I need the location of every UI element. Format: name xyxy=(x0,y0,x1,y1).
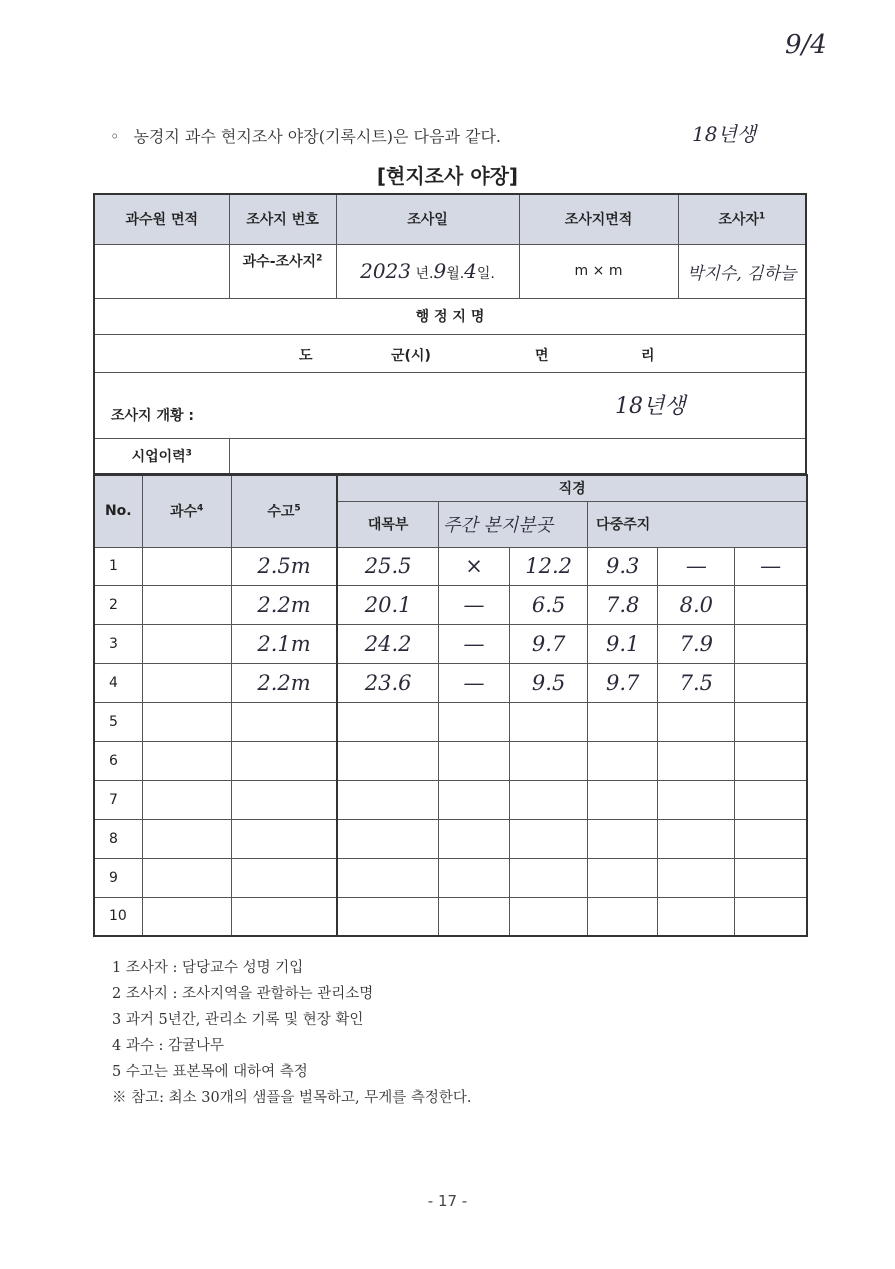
row-number: 7 xyxy=(94,780,142,819)
diameter-cell xyxy=(735,624,807,663)
diameter-cell xyxy=(735,780,807,819)
diameter-cell xyxy=(658,897,735,936)
diameter-cell xyxy=(588,858,658,897)
diameter-cell xyxy=(735,741,807,780)
diameter-cell xyxy=(735,585,807,624)
row-number: 8 xyxy=(94,819,142,858)
table-row xyxy=(94,858,807,897)
diameter-cell xyxy=(658,741,735,780)
history-value xyxy=(229,438,806,474)
diameter-cell xyxy=(510,858,588,897)
row-number: 1 xyxy=(94,547,142,585)
diameter-cell xyxy=(735,663,807,702)
main-trunk-cell xyxy=(337,858,438,897)
diameter-cell xyxy=(510,897,588,936)
tree-cell xyxy=(142,819,231,858)
diameter-cell xyxy=(735,897,807,936)
diameter-cell xyxy=(438,819,509,858)
diameter-cell xyxy=(510,702,588,741)
row-number: 6 xyxy=(94,741,142,780)
diameter-cell: — xyxy=(438,624,509,663)
diameter-cell xyxy=(438,780,509,819)
height-cell xyxy=(231,780,337,819)
site-overview-value: 18년생 xyxy=(615,393,686,419)
diameter-cell: 9.7 xyxy=(588,663,658,702)
height-cell xyxy=(231,819,337,858)
main-trunk-cell: 24.2 xyxy=(337,624,438,663)
main-trunk-cell xyxy=(337,819,438,858)
admin-name-header: 행 정 지 명 xyxy=(94,298,806,334)
diameter-cell xyxy=(510,780,588,819)
history-label-text: 시업이력 xyxy=(131,448,186,465)
survey-header-table xyxy=(93,193,807,475)
intro-text: 농경지 과수 현지조사 야장(기록시트)은 다음과 같다. xyxy=(133,127,502,146)
date-month: 9 xyxy=(433,259,447,283)
diameter-cell xyxy=(510,819,588,858)
table-row xyxy=(94,702,807,741)
diameter-cell xyxy=(735,702,807,741)
header-no: No. xyxy=(94,475,142,547)
header-orchard-area: 과수원 면적 xyxy=(94,194,229,244)
diameter-cell: — xyxy=(438,585,509,624)
header-main-trunk: 대목부 xyxy=(337,501,438,547)
diameter-cell xyxy=(588,780,658,819)
footnote-ref-2: 2 xyxy=(316,252,323,263)
main-trunk-cell: 25.5 xyxy=(337,547,438,585)
date-year: 2023 xyxy=(360,259,412,283)
height-cell: 2.2m xyxy=(231,585,337,624)
header-height-text: 수고 xyxy=(267,504,295,521)
diameter-cell: 6.5 xyxy=(510,585,588,624)
footnotes xyxy=(112,955,471,1111)
footnote-item: 2 조사지 : 조사지역을 관할하는 관리소명 xyxy=(112,986,374,1002)
main-trunk-cell xyxy=(337,780,438,819)
diameter-cell xyxy=(438,741,509,780)
diameter-cell xyxy=(438,702,509,741)
diameter-cell: 7.9 xyxy=(658,624,735,663)
footnote-ref-4: 4 xyxy=(197,503,204,514)
tree-cell xyxy=(142,702,231,741)
diameter-cell xyxy=(510,741,588,780)
sheet-title: [현지조사 야장] xyxy=(376,164,519,188)
table-row xyxy=(94,624,807,663)
table-row xyxy=(94,547,807,585)
admin-myeon: 면 xyxy=(535,347,549,364)
tree-cell xyxy=(142,547,231,585)
tree-cell xyxy=(142,780,231,819)
tree-cell xyxy=(142,585,231,624)
row-number: 5 xyxy=(94,702,142,741)
height-cell xyxy=(231,702,337,741)
survey-date-value xyxy=(336,244,519,298)
diameter-cell: 8.0 xyxy=(658,585,735,624)
row-number: 2 xyxy=(94,585,142,624)
height-cell: 2.2m xyxy=(231,663,337,702)
diameter-cell: 9.1 xyxy=(588,624,658,663)
date-year-unit: 년. xyxy=(415,266,434,282)
diameter-cell xyxy=(658,858,735,897)
table-row xyxy=(94,819,807,858)
diameter-cell xyxy=(588,702,658,741)
admin-name-row xyxy=(94,334,806,372)
date-day: 4 xyxy=(464,259,477,283)
diameter-cell xyxy=(588,897,658,936)
intro-bullet: ◦ xyxy=(110,127,120,146)
diameter-cell: — xyxy=(658,547,735,585)
header-tree-text: 과수 xyxy=(169,504,198,521)
diameter-cell: 9.5 xyxy=(510,663,588,702)
tree-cell xyxy=(142,741,231,780)
row-number: 9 xyxy=(94,858,142,897)
footnote-item: 3 과거 5년간, 관리소 기록 및 현장 확인 xyxy=(112,1012,364,1028)
table-row xyxy=(94,897,807,936)
tree-cell xyxy=(142,624,231,663)
history-label xyxy=(94,438,229,474)
main-trunk-cell xyxy=(337,741,438,780)
diameter-cell xyxy=(658,819,735,858)
footnote-ref-5: 5 xyxy=(294,503,301,514)
footnote-item: 4 과수 : 감귤나무 xyxy=(112,1038,224,1054)
footnote-ref-3: 3 xyxy=(185,448,192,459)
main-trunk-cell: 20.1 xyxy=(337,585,438,624)
diameter-cell: 7.8 xyxy=(588,585,658,624)
diameter-cell: — xyxy=(438,663,509,702)
diameter-cell: 9.3 xyxy=(588,547,658,585)
height-cell xyxy=(231,858,337,897)
handwritten-intro-note: 18년생 xyxy=(692,122,757,146)
tree-cell xyxy=(142,663,231,702)
admin-ri: 리 xyxy=(641,347,655,364)
height-cell: 2.1m xyxy=(231,624,337,663)
diameter-cell: 7.5 xyxy=(658,663,735,702)
header-height xyxy=(231,475,337,547)
site-overview-row xyxy=(94,372,806,438)
surveyor-value: 박지수, 김하늘 xyxy=(678,244,806,298)
handwritten-page-mark: 9/4 xyxy=(785,30,827,60)
header-surveyor xyxy=(678,194,806,244)
orchard-area-value xyxy=(94,244,229,298)
table-row xyxy=(94,663,807,702)
header-diameter: 직경 xyxy=(337,475,807,501)
admin-gun: 군(시) xyxy=(391,347,431,364)
diameter-cell xyxy=(588,819,658,858)
header-multi-stem: 다중주지 xyxy=(588,501,807,547)
tree-cell xyxy=(142,897,231,936)
footnote-ref-1: 1 xyxy=(758,211,766,222)
row-number: 4 xyxy=(94,663,142,702)
row-number: 3 xyxy=(94,624,142,663)
site-area-value: m × m xyxy=(519,244,678,298)
diameter-cell: 9.7 xyxy=(510,624,588,663)
diameter-cell xyxy=(735,819,807,858)
footnote-item: 1 조사자 : 담당교수 성명 기입 xyxy=(112,960,304,976)
main-trunk-cell xyxy=(337,897,438,936)
diameter-cell xyxy=(735,858,807,897)
site-number-text: 과수-조사지 xyxy=(242,253,317,270)
header-handwritten-note: 주간 본지분곳 xyxy=(438,501,587,547)
header-survey-date: 조사일 xyxy=(336,194,519,244)
diameter-cell xyxy=(658,702,735,741)
row-number: 10 xyxy=(94,897,142,936)
site-number-value xyxy=(229,244,336,298)
header-tree xyxy=(142,475,231,547)
diameter-cell xyxy=(438,897,509,936)
diameter-cell: × xyxy=(438,547,509,585)
diameter-cell: — xyxy=(735,547,807,585)
date-month-unit: 월. xyxy=(446,266,465,282)
site-overview-label: 조사지 개황 : xyxy=(111,407,194,424)
height-cell xyxy=(231,897,337,936)
header-surveyor-text: 조사자 xyxy=(718,212,759,229)
table-row xyxy=(94,741,807,780)
height-cell xyxy=(231,741,337,780)
diameter-cell xyxy=(658,780,735,819)
page-number: - 17 - xyxy=(427,1192,468,1210)
diameter-cell xyxy=(438,858,509,897)
intro-line xyxy=(110,124,501,147)
height-cell: 2.5m xyxy=(231,547,337,585)
header-site-area: 조사지면적 xyxy=(519,194,678,244)
footnote-note: ※ 참고: 최소 30개의 샘플을 벌목하고, 무게를 측정한다. xyxy=(112,1090,472,1106)
admin-do: 도 xyxy=(299,347,313,364)
tree-measurement-table xyxy=(93,474,808,937)
table-row xyxy=(94,780,807,819)
date-day-unit: 일. xyxy=(476,266,495,282)
diameter-cell: 12.2 xyxy=(510,547,588,585)
table-row xyxy=(94,585,807,624)
tree-cell xyxy=(142,858,231,897)
main-trunk-cell: 23.6 xyxy=(337,663,438,702)
diameter-cell xyxy=(588,741,658,780)
footnote-item: 5 수고는 표본목에 대하여 측정 xyxy=(112,1064,308,1080)
header-site-number: 조사지 번호 xyxy=(229,194,336,244)
main-trunk-cell xyxy=(337,702,438,741)
